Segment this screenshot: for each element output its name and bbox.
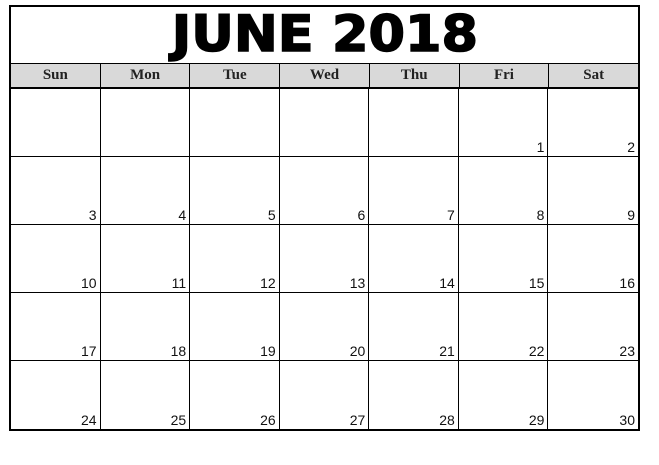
day-cell: [280, 225, 370, 293]
day-number: 10: [80, 275, 97, 291]
day-cell: [101, 361, 191, 429]
day-cell: [11, 157, 101, 225]
day-cell: [280, 293, 370, 361]
day-number: 7: [447, 207, 455, 223]
day-number: 2: [627, 139, 635, 155]
day-cell: [459, 361, 549, 429]
day-cell: [101, 293, 191, 361]
day-number: 21: [439, 343, 455, 359]
day-number: 25: [170, 412, 187, 428]
day-number: 15: [528, 275, 545, 291]
day-number: 17: [80, 343, 97, 359]
day-number: 20: [349, 343, 366, 359]
day-cell: [101, 225, 191, 293]
weekday-header-row: [11, 63, 638, 89]
day-cell: [369, 361, 459, 429]
day-number: 16: [619, 275, 635, 291]
day-number: 12: [260, 275, 276, 291]
day-cell: [11, 293, 101, 361]
day-number: 8: [536, 207, 545, 223]
day-cell: [11, 225, 101, 293]
day-number: 11: [171, 275, 187, 291]
day-cell: [459, 89, 549, 157]
day-cell: [369, 293, 459, 361]
day-number: 1: [536, 139, 545, 155]
calendar-title: JUNE 2018: [171, 5, 478, 63]
day-cell: [280, 89, 370, 157]
day-cell: [101, 157, 191, 225]
day-number: 23: [619, 343, 635, 359]
day-cell: [11, 89, 101, 157]
day-number: 14: [439, 275, 455, 291]
day-cell: [548, 361, 638, 429]
day-number: 29: [528, 412, 545, 428]
weekday-wed: Wed: [280, 64, 370, 87]
day-number: 30: [619, 412, 635, 428]
day-cell: [101, 89, 191, 157]
day-cell: [190, 89, 280, 157]
day-number: 28: [439, 412, 455, 428]
day-cell: [548, 225, 638, 293]
day-cell: [11, 361, 101, 429]
weekday-sun: Sun: [11, 64, 101, 87]
weekday-tue: Tue: [190, 64, 280, 87]
day-number: 19: [260, 343, 276, 359]
day-number: 4: [178, 207, 187, 223]
day-cell: [548, 89, 638, 157]
day-cell: [459, 293, 549, 361]
day-cell: [190, 293, 280, 361]
calendar-title-bar: [11, 7, 638, 63]
weekday-fri: Fri: [460, 64, 550, 87]
day-cell: [280, 361, 370, 429]
day-number: 24: [80, 412, 97, 428]
day-number: 3: [88, 207, 97, 223]
day-number: 22: [528, 343, 545, 359]
day-grid: [11, 89, 638, 429]
day-cell: [369, 157, 459, 225]
day-cell: [280, 157, 370, 225]
day-number: 6: [357, 207, 366, 223]
weekday-thu: Thu: [370, 64, 460, 87]
day-cell: [548, 293, 638, 361]
day-cell: [459, 157, 549, 225]
calendar: [9, 5, 640, 431]
day-number: 5: [267, 207, 276, 223]
weekday-sat: Sat: [583, 67, 605, 83]
day-number: 13: [349, 275, 366, 291]
day-cell: [190, 361, 280, 429]
weekday-mon: Mon: [101, 64, 191, 87]
day-cell: [459, 225, 549, 293]
day-cell: [190, 157, 280, 225]
day-cell: [190, 225, 280, 293]
day-number: 26: [260, 412, 276, 428]
day-number: 18: [170, 343, 187, 359]
day-cell: [548, 157, 638, 225]
day-number: 27: [349, 412, 366, 428]
day-cell: [369, 225, 459, 293]
day-cell: [369, 89, 459, 157]
day-number: 9: [627, 207, 635, 223]
